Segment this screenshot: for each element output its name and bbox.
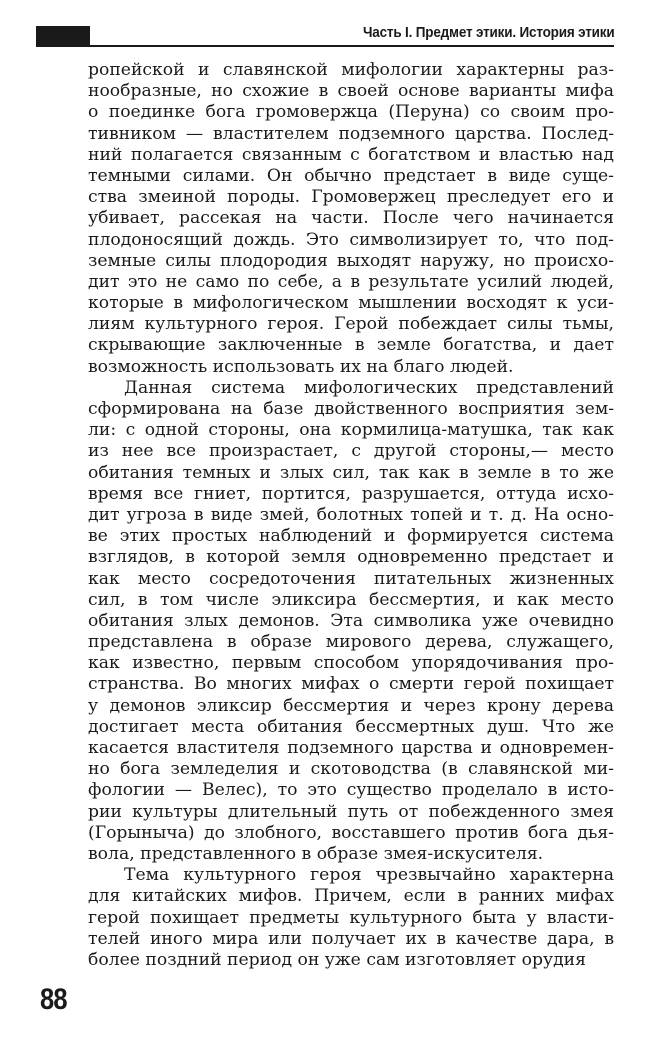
text-line: (Горыныча) до злобного, восставшего против бога дья- [88, 822, 614, 843]
text-line: нообразные, но схожие в своей основе варианты мифа [88, 81, 614, 102]
text-line: как место сосредоточения питательных жизненных [88, 568, 614, 589]
text-line: обитания темных и злых сил, так как в земле в то же [88, 462, 614, 483]
text-line: убивает, рассекая на части. После чего начинается [88, 208, 614, 229]
header-rule [36, 45, 614, 47]
paragraph [88, 60, 614, 378]
text-line: обитания злых демонов. Эта символика уже очевидно [88, 610, 614, 631]
text-line: представлена в образе мирового дерева, служащего, [88, 632, 614, 653]
paragraph [88, 865, 614, 971]
text-line: лиям культурного героя. Герой побеждает силы тьмы, [88, 314, 614, 335]
page-number: 88 [40, 983, 67, 1016]
header-black-bar [36, 26, 90, 46]
text-line: ропейской и славянской мифологии характерны раз- [88, 60, 614, 80]
text-line: Данная система мифологических представлений [124, 377, 614, 398]
text-line: сформирована на базе двойственного восприятия зем- [88, 399, 614, 419]
text-line: дит угроза в виде змей, болотных топей и т. д. На осно- [88, 504, 614, 525]
text-line: ве этих простых наблюдений и формируется система [88, 526, 614, 547]
text-line: у демонов эликсир бессмертия и через крону дерева [88, 695, 614, 716]
text-line: фологии — Велес), то это существо проделало в исто- [88, 780, 614, 801]
text-line: которые в мифологическом мышлении восходят к уси- [88, 293, 614, 314]
text-line: ства змеиной породы. Громовержец преследует его и [88, 187, 614, 208]
text-line: о поединке бога громовержца (Перуна) со своим про- [88, 102, 614, 123]
text-line: касается властителя подземного царства и одновремен- [88, 738, 614, 758]
text-line: Тема культурного героя чрезвычайно характерна [124, 865, 614, 886]
text-line: взглядов, в которой земля одновременно предстает и [88, 547, 614, 568]
text-line: скрывающие заключенные в земле богатства, и дает [88, 335, 614, 356]
text-line: тивником — властителем подземного царства. Послед- [88, 123, 614, 144]
text-line: для китайских мифов. Причем, если в ранних мифах [88, 886, 614, 907]
text-line: но бога земледелия и скотоводства (в славянской ми- [88, 759, 614, 780]
text-line: как известно, первым способом упорядочивания про- [88, 653, 614, 674]
text-line: ний полагается связанным с богатством и властью над [88, 144, 614, 165]
text-line: достигает места обитания бессмертных душ. Что же [88, 716, 614, 737]
text-line: дит это не само по себе, а в результате усилий людей, [88, 271, 614, 292]
text-line: вола, представленного в образе змея-искусителя. [88, 843, 544, 864]
text-line: телей иного мира или получает их в качестве дара, в [88, 928, 614, 949]
text-line: из нее все произрастает, с другой стороны,— место [88, 441, 614, 462]
text-line: темными силами. Он обычно предстает в виде суще- [88, 165, 614, 186]
paragraph [88, 378, 614, 865]
text-line: сил, в том числе эликсира бессмертия, и как место [88, 589, 614, 610]
text-line: время все гниет, портится, разрушается, оттуда исхо- [88, 483, 614, 504]
text-line: рии культуры длительный путь от побежденного змея [88, 801, 614, 822]
text-line: ли: с одной стороны, она кормилица-матушка, так как [88, 420, 614, 441]
running-title: Часть I. Предмет этики. История этики [362, 24, 614, 41]
text-line: странства. Во многих мифах о смерти герой похищает [88, 674, 614, 695]
text-line: возможность использовать их на благо людей. [88, 356, 514, 377]
text-line: герой похищает предметы культурного быта у власти- [88, 907, 614, 928]
text-line: плодоносящий дождь. Это символизирует то, что под- [88, 229, 614, 250]
text-line: более поздний период он уже сам изготовляет орудия [88, 949, 586, 970]
main-text [88, 60, 614, 971]
text-line: земные силы плодородия выходят наружу, но происхо- [88, 250, 614, 271]
